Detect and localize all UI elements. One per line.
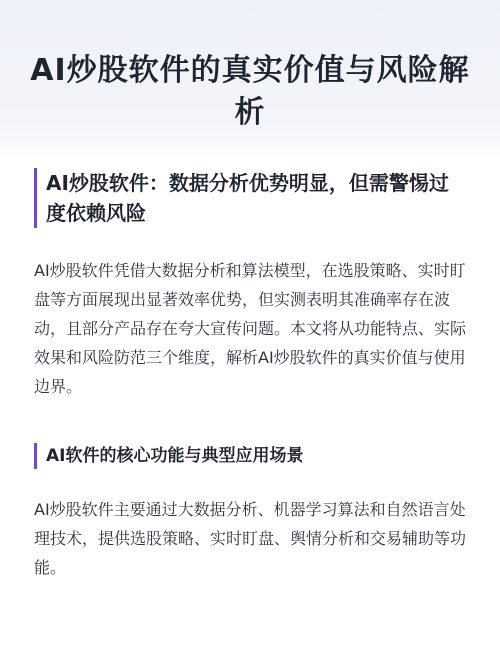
section-heading-summary: AI炒股软件：数据分析优势明显，但需警惕过度依赖风险: [34, 168, 466, 228]
intro-paragraph: AI炒股软件凭借大数据分析和算法模型，在选股策略、实时盯盘等方面展现出显著效率优势，但实测表明其准确率存在波动，且部分产品存在夸大宣传问题。本文将从功能特点、实际效果和风险防范三个维度，解析AI炒股软件的真实价值与使用边界。: [34, 261, 467, 396]
core-functions-paragraph: AI炒股软件主要通过大数据分析、机器学习算法和自然语言处理技术，提供选股策略、实时盯盘、舆情分析和交易辅助等功能。: [34, 500, 467, 577]
article-title: AI炒股软件的真实价值与风险解析: [30, 53, 470, 130]
section-heading-core-functions: AI软件的核心功能与典型应用场景: [34, 443, 466, 469]
